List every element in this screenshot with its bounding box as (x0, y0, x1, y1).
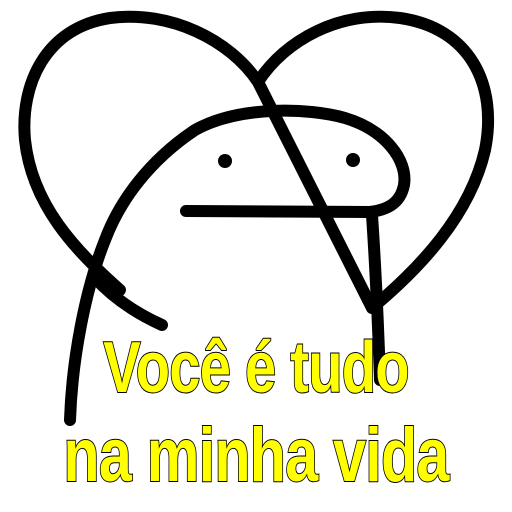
flork-arm (95, 278, 162, 325)
flork-mouth (186, 211, 372, 212)
flork-left-eye (218, 154, 232, 168)
flork-right-eye (346, 153, 360, 167)
caption-line-1: Você é tudo (103, 328, 409, 408)
caption-line-2: na minha vida (63, 413, 449, 498)
